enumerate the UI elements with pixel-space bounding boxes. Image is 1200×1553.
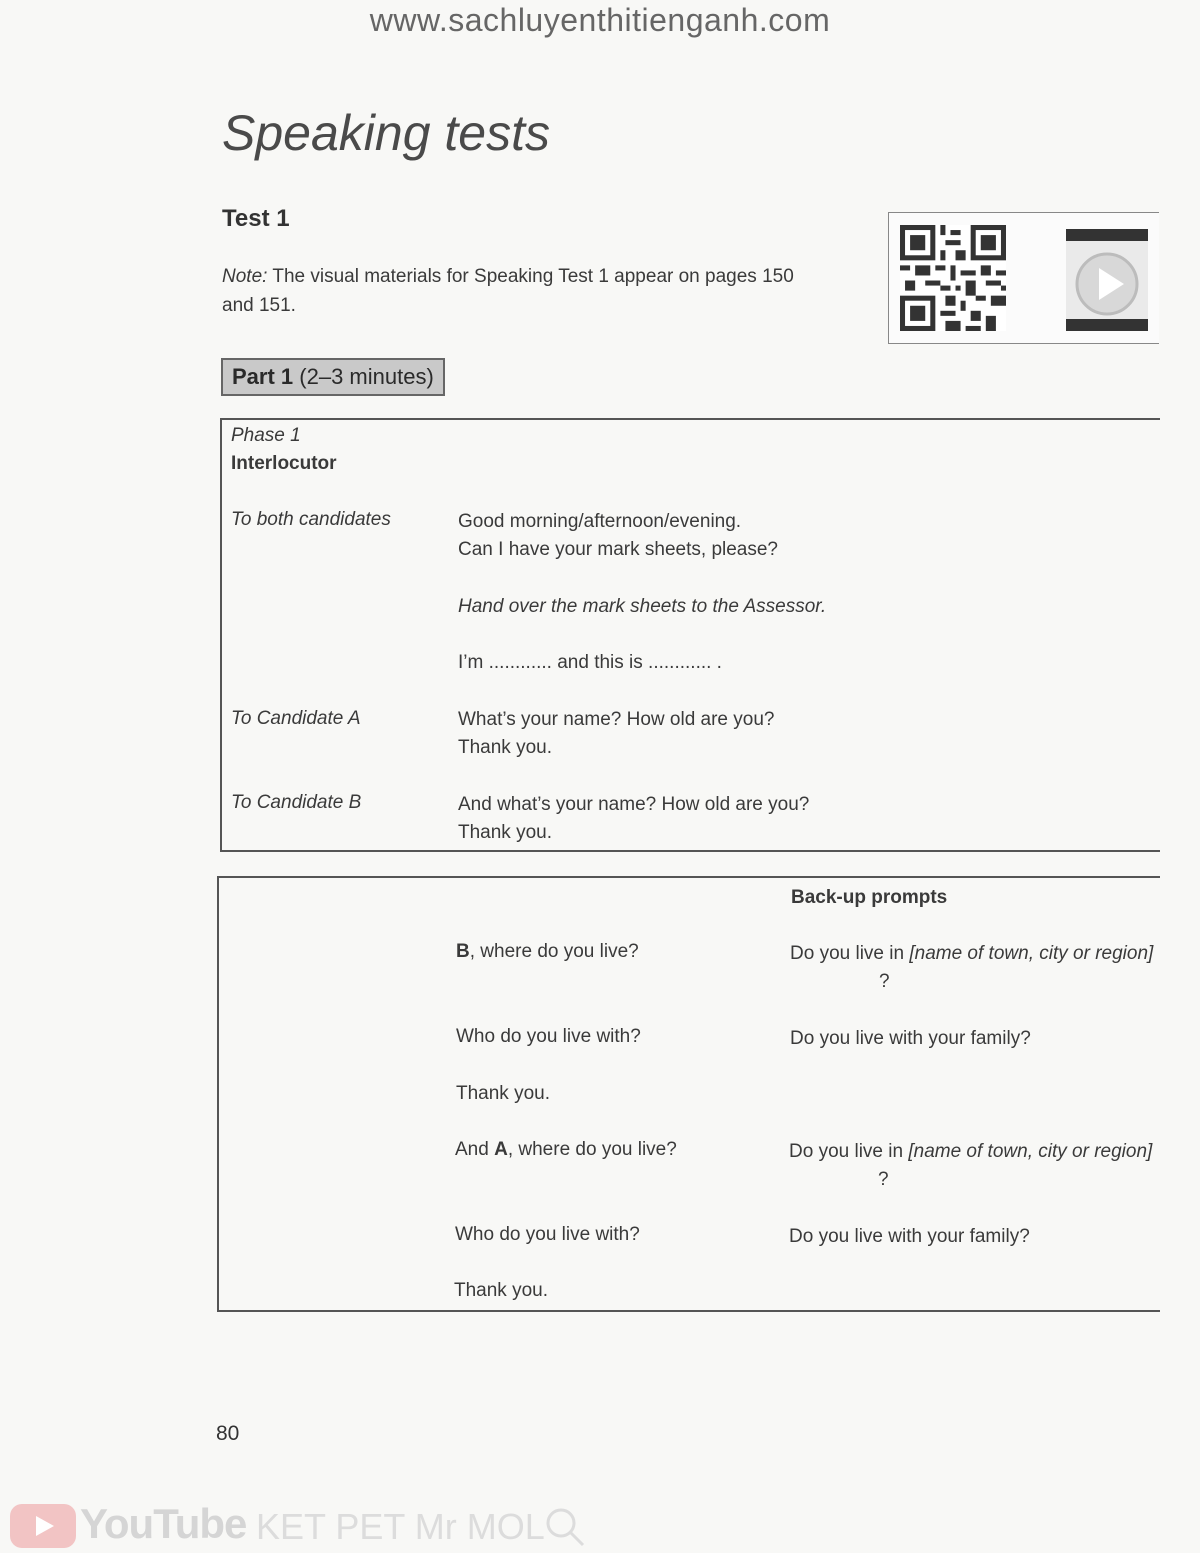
prompt-end: ? [878,1169,889,1190]
prompt-end: ? [879,971,890,992]
question-a-with: Who do you live with? [455,1224,640,1245]
candidate-a-question: What’s your name? How old are you? [458,709,775,730]
candidate-b-question: And what’s your name? How old are you? [458,794,810,815]
test-heading: Test 1 [222,205,290,232]
prompt-placeholder: [name of town, city or region] [908,1141,1153,1162]
watermark-url: www.sachluyenthitienganh.com [369,2,831,38]
phase-label: Phase 1 [231,425,301,446]
backup-header: Back-up prompts [791,887,948,908]
prompt-text: Do you live in [790,943,910,964]
addressee-candidate-a: To Candidate A [231,708,361,729]
question-b-live [456,938,639,966]
candidate-a-thanks: Thank you. [458,737,552,758]
role-label: Interlocutor [231,453,337,474]
prompt-a-live [789,1138,1200,1166]
prompt-placeholder: [name of town, city or region] [909,943,1154,964]
youtube-wordmark: YouTube [80,1500,247,1547]
question-text: , where do you live? [507,1139,677,1160]
addressee-both: To both candidates [231,509,391,530]
qr-video-box[interactable] [888,212,1159,344]
candidate-b-letter: B [456,941,470,962]
greeting-line: Good morning/afternoon/evening. [458,511,742,532]
part-duration: (2–3 minutes) [293,364,434,389]
phase1-box [220,418,1160,852]
youtube-logo-icon [10,1504,76,1548]
prompt-b-family: Do you live with your family? [790,1028,1031,1049]
prompt-a-family: Do you live with your family? [789,1226,1030,1247]
note-label: Note: [222,266,268,287]
introduction-line: I’m ............ and this is ............ . [458,652,722,673]
part-number: Part 1 [232,364,294,389]
stage-instruction: Hand over the mark sheets to the Assessor. [458,596,827,617]
question-b-with: Who do you live with? [456,1026,641,1047]
page-number: 80 [216,1422,240,1445]
mark-sheets-line: Can I have your mark sheets, please? [458,539,779,560]
prompt-text: Do you live in [789,1141,909,1162]
candidate-b-thanks: Thank you. [458,822,552,843]
channel-name: KET PET Mr MOL [256,1506,545,1547]
note-paragraph [222,262,802,320]
question-a-live [455,1136,677,1164]
question-text: , where do you live? [469,941,639,962]
prompt-b-live [790,940,1200,968]
page-title: Speaking tests [222,105,550,161]
thanks-b: Thank you. [456,1083,550,1104]
qr-code-icon[interactable] [900,225,1006,331]
backup-prompts-box [217,876,1160,1312]
play-icon[interactable] [1074,251,1140,317]
note-text: The visual materials for Speaking Test 1 appear on pages 150 and 151. [222,266,794,316]
addressee-candidate-b: To Candidate B [231,792,362,813]
question-prefix: And [455,1139,495,1160]
thanks-a: Thank you. [454,1280,548,1301]
video-thumbnail[interactable] [1066,229,1148,331]
candidate-a-letter: A [494,1139,508,1160]
search-icon [544,1506,586,1548]
part-label [221,358,445,396]
youtube-footer [10,1500,590,1552]
